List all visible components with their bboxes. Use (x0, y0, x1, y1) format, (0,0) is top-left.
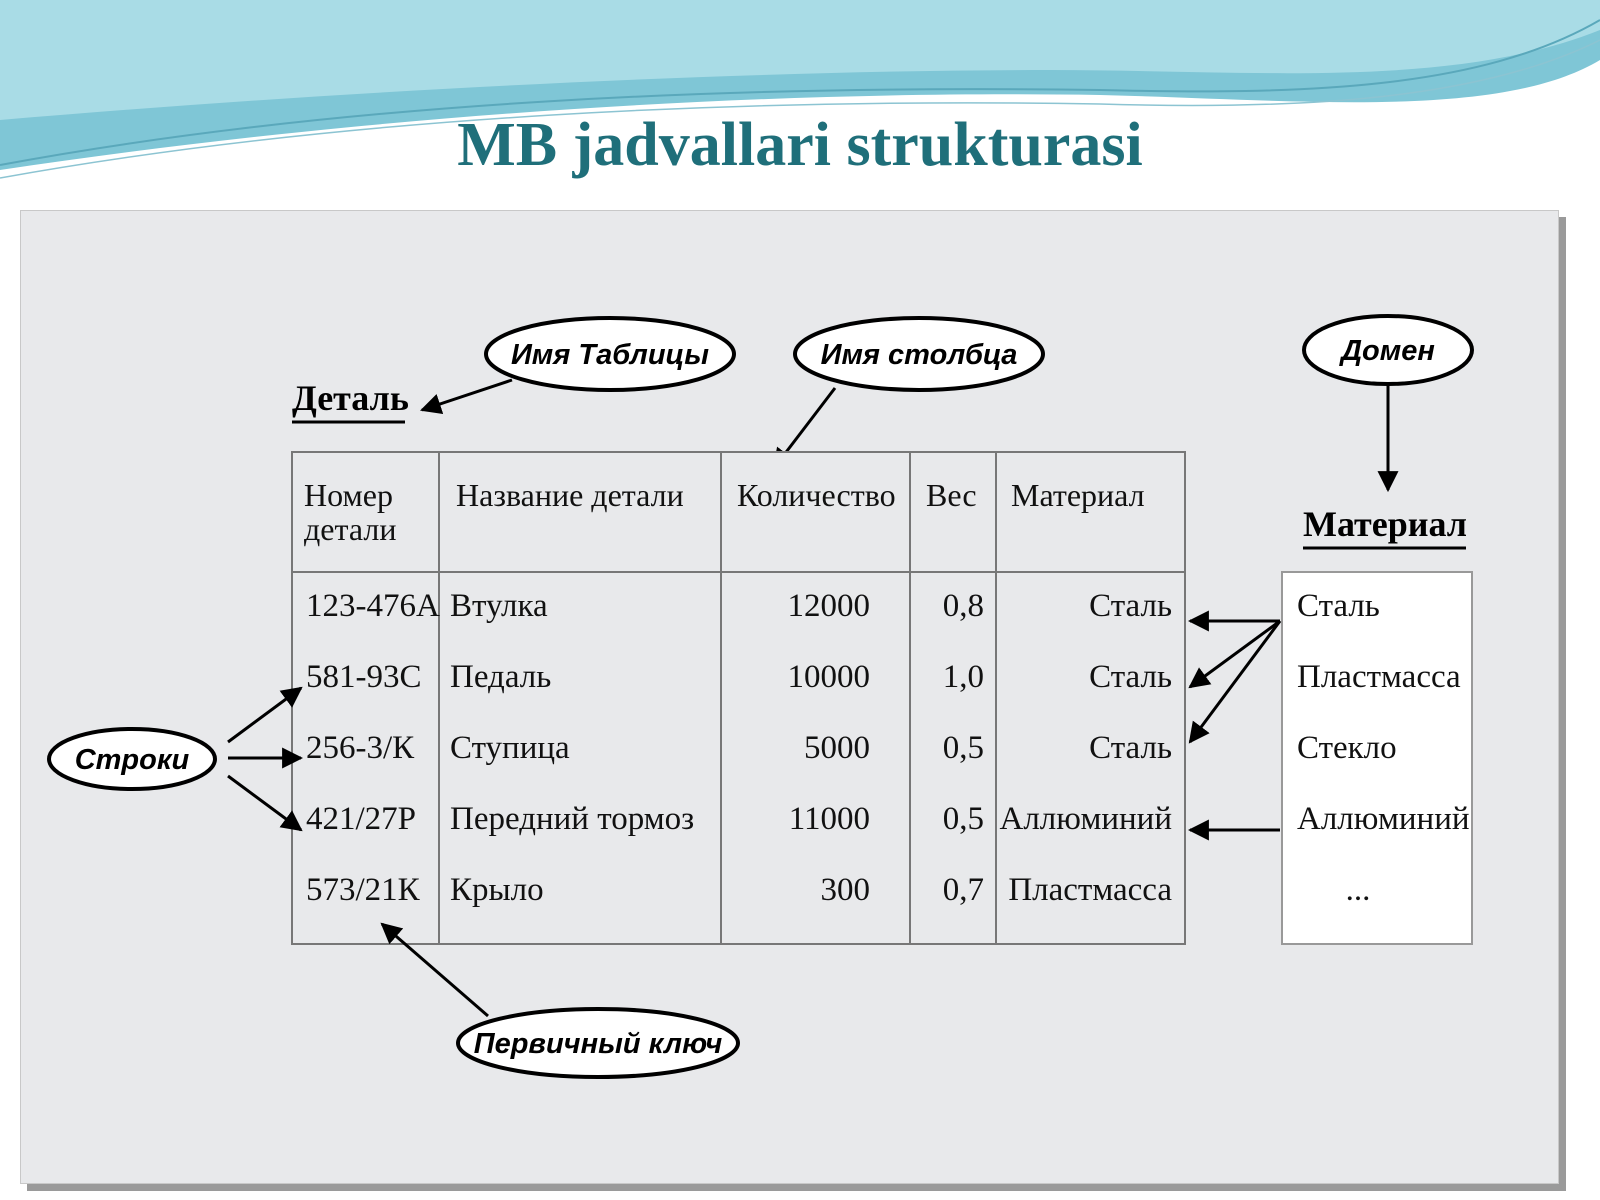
cell-weight: 0,5 (942, 801, 984, 837)
cell-number: 256-3/К (306, 730, 415, 766)
callout-domain-label: Домен (1341, 335, 1435, 367)
cell-qty: 12000 (787, 588, 870, 624)
cell-weight: 0,7 (942, 872, 984, 908)
callout-rows (49, 729, 215, 789)
cell-material: Сталь (1089, 659, 1172, 695)
arrow-table-name (422, 380, 512, 410)
header-number-line1: Номер (304, 477, 393, 513)
details-table (292, 452, 1185, 944)
cell-number: 581-93С (306, 659, 422, 695)
callout-domain (1304, 316, 1472, 384)
cell-number: 123-476А (306, 588, 440, 624)
cell-qty: 10000 (787, 659, 870, 695)
callout-column-name (795, 318, 1043, 390)
header-weight: Вес (926, 477, 977, 513)
cell-qty: 300 (820, 872, 870, 908)
cell-name: Втулка (450, 588, 548, 624)
cell-number: 573/21К (306, 872, 420, 908)
cell-name: Передний тормоз (450, 801, 695, 837)
callout-primary-key-label: Первичный ключ (473, 1028, 723, 1060)
cell-qty: 5000 (804, 730, 870, 766)
table-structure-diagram (20, 210, 1557, 1182)
cell-name: Крыло (450, 872, 544, 908)
arrow-domain-row3 (1190, 621, 1280, 742)
cell-number: 421/27Р (306, 801, 417, 837)
arrow-rows-3 (228, 776, 301, 830)
header-qty: Количество (737, 477, 896, 513)
arrow-rows-1 (228, 688, 301, 742)
cell-name: Педаль (450, 659, 552, 695)
callout-primary-key (458, 1009, 738, 1077)
domain-value: Пластмасса (1297, 659, 1461, 695)
cell-material: Сталь (1089, 730, 1172, 766)
domain-value: Стекло (1297, 730, 1397, 766)
table-title: Деталь (292, 378, 409, 418)
cell-name: Ступица (450, 730, 570, 766)
header-number-line2: детали (304, 511, 397, 547)
domain-value: ... (1345, 872, 1371, 908)
domain-value: Сталь (1297, 588, 1380, 624)
cell-material: Аллюминий (999, 801, 1172, 837)
arrow-domain-row2 (1190, 621, 1280, 687)
header-material: Материал (1011, 477, 1145, 513)
domain-table-title: Материал (1303, 504, 1467, 544)
domain-value: Аллюминий (1297, 801, 1470, 837)
callout-column-name-label: Имя столбца (820, 339, 1018, 371)
cell-material: Сталь (1089, 588, 1172, 624)
cell-qty: 11000 (788, 801, 870, 837)
cell-weight: 0,8 (942, 588, 984, 624)
callout-rows-label: Строки (74, 744, 190, 776)
callout-table-name (486, 318, 734, 390)
cell-weight: 1,0 (942, 659, 984, 695)
cell-material: Пластмасса (1008, 872, 1172, 908)
cell-weight: 0,5 (942, 730, 984, 766)
slide-title: MB jadvallari strukturasi (457, 111, 1143, 179)
domain-table (1282, 572, 1472, 944)
header-name: Название детали (456, 477, 684, 513)
callout-table-name-label: Имя Таблицы (510, 339, 710, 371)
domain-arrows (1190, 621, 1280, 830)
